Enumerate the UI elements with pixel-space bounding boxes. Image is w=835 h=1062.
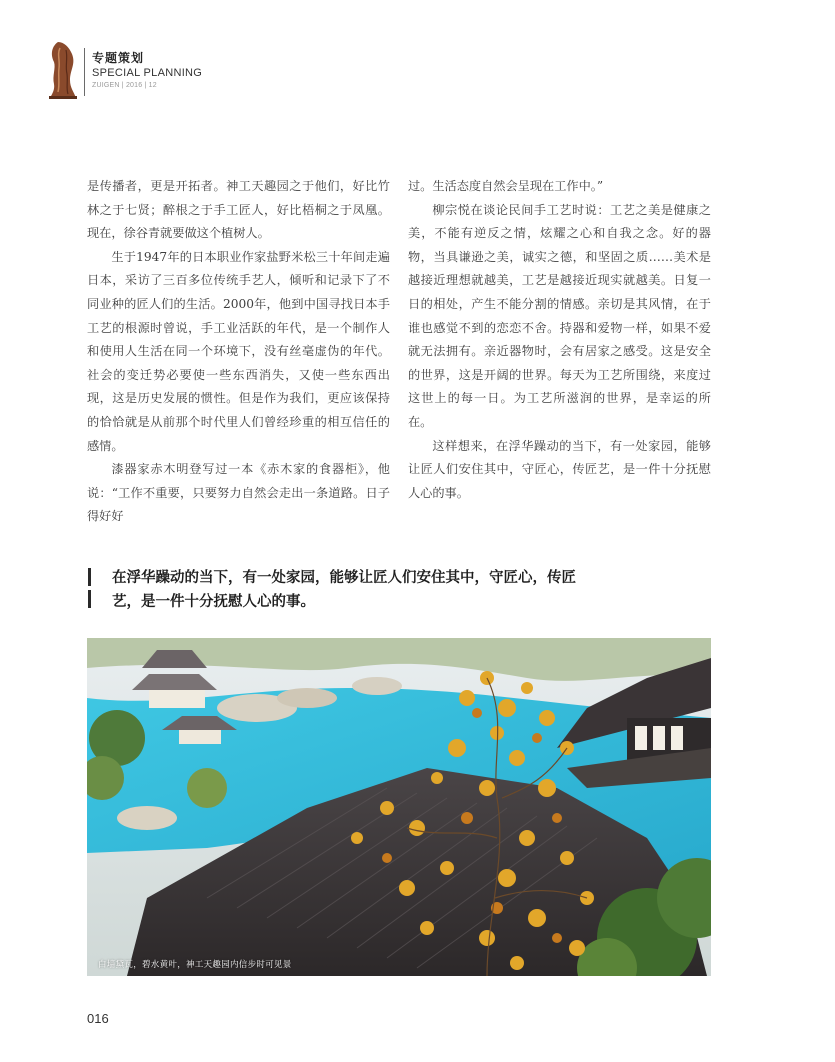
garden-photo (87, 638, 711, 976)
paragraph: 柳宗悦在谈论民间手工艺时说：工艺之美是健康之美，不能有逆反之情，炫耀之心和自我之念。好的器物，当具谦逊之美，诚实之德，和坚固之质……美术是越接近理想就越美，工艺是越接近现实就越美。日复一日的相处，产生不能分割的情感。亲切是其风情，在于谁也感觉不到的恋恋不舍。持器和爱物一样，如果不爱就无法拥有。亲近器物时，会有居家之感受。这是安全的世界，这是开阔的世界。每天为工艺所围绕，来度过这世上的每一日。为工艺所滋润的世界，是幸运的所在。 (408, 202, 711, 429)
root-sculpture-icon (46, 40, 80, 100)
magazine-logo (46, 40, 80, 100)
paragraph: 漆器家赤木明登写过一本《赤木家的食器柜》，他说：“工作不重要，只要努力自然会走出一条道路。日子得好好 (87, 462, 390, 524)
paragraph: 过。生活态度自然会呈现在工作中。” (408, 179, 604, 193)
paragraph: 生于1947年的日本职业作家盐野米松三十年间走遍日本，采访了三百多位传统手艺人，倾听和记录下了不同业种的匠人们的生活。2000年，他到中国寻找日本手工艺的根源时曾说，手工业活跃的年代，是一个制作人和使用人生活在同一个环境下，没有丝毫虚伪的年代。社会的变迁势必要使一些东西消失，又使一些东西出现，这是历史发展的惯性。但是作为我们，更应该保持的恰恰就是从前那个时代里人们曾经珍重的相互信任的感情。 (87, 249, 390, 453)
header-divider (84, 48, 85, 96)
issue-label: ZUIGEN | 2016 | 12 (92, 82, 157, 89)
photo-caption: 白墙黛瓦，碧水黄叶，神工天趣园内信步时可见景 (98, 960, 292, 970)
pull-quote: 在浮华躁动的当下，有一处家园，能够让匠人们安住其中，守匠心，传匠艺，是一件十分抚慰人心的事。 (112, 569, 576, 610)
paragraph: 这样想来，在浮华躁动的当下，有一处家园，能够让匠人们安住其中，守匠心，传匠艺，是一件十分抚慰人心的事。 (408, 438, 711, 500)
section-title-en: SPECIAL PLANNING (92, 67, 203, 79)
garden-scene-image (87, 638, 711, 976)
quote-bar (88, 568, 91, 608)
section-header (92, 51, 202, 90)
left-column (87, 175, 390, 529)
section-title-cn: 专题策划 (92, 51, 145, 65)
page-number: 016 (87, 1011, 109, 1026)
right-column (408, 175, 711, 505)
paragraph: 是传播者，更是开拓者。神工天趣园之于他们，好比竹林之于七贤；醉根之于手工匠人，好比梧桐之于凤凰。现在，徐谷青就要做这个植树人。 (87, 179, 390, 241)
